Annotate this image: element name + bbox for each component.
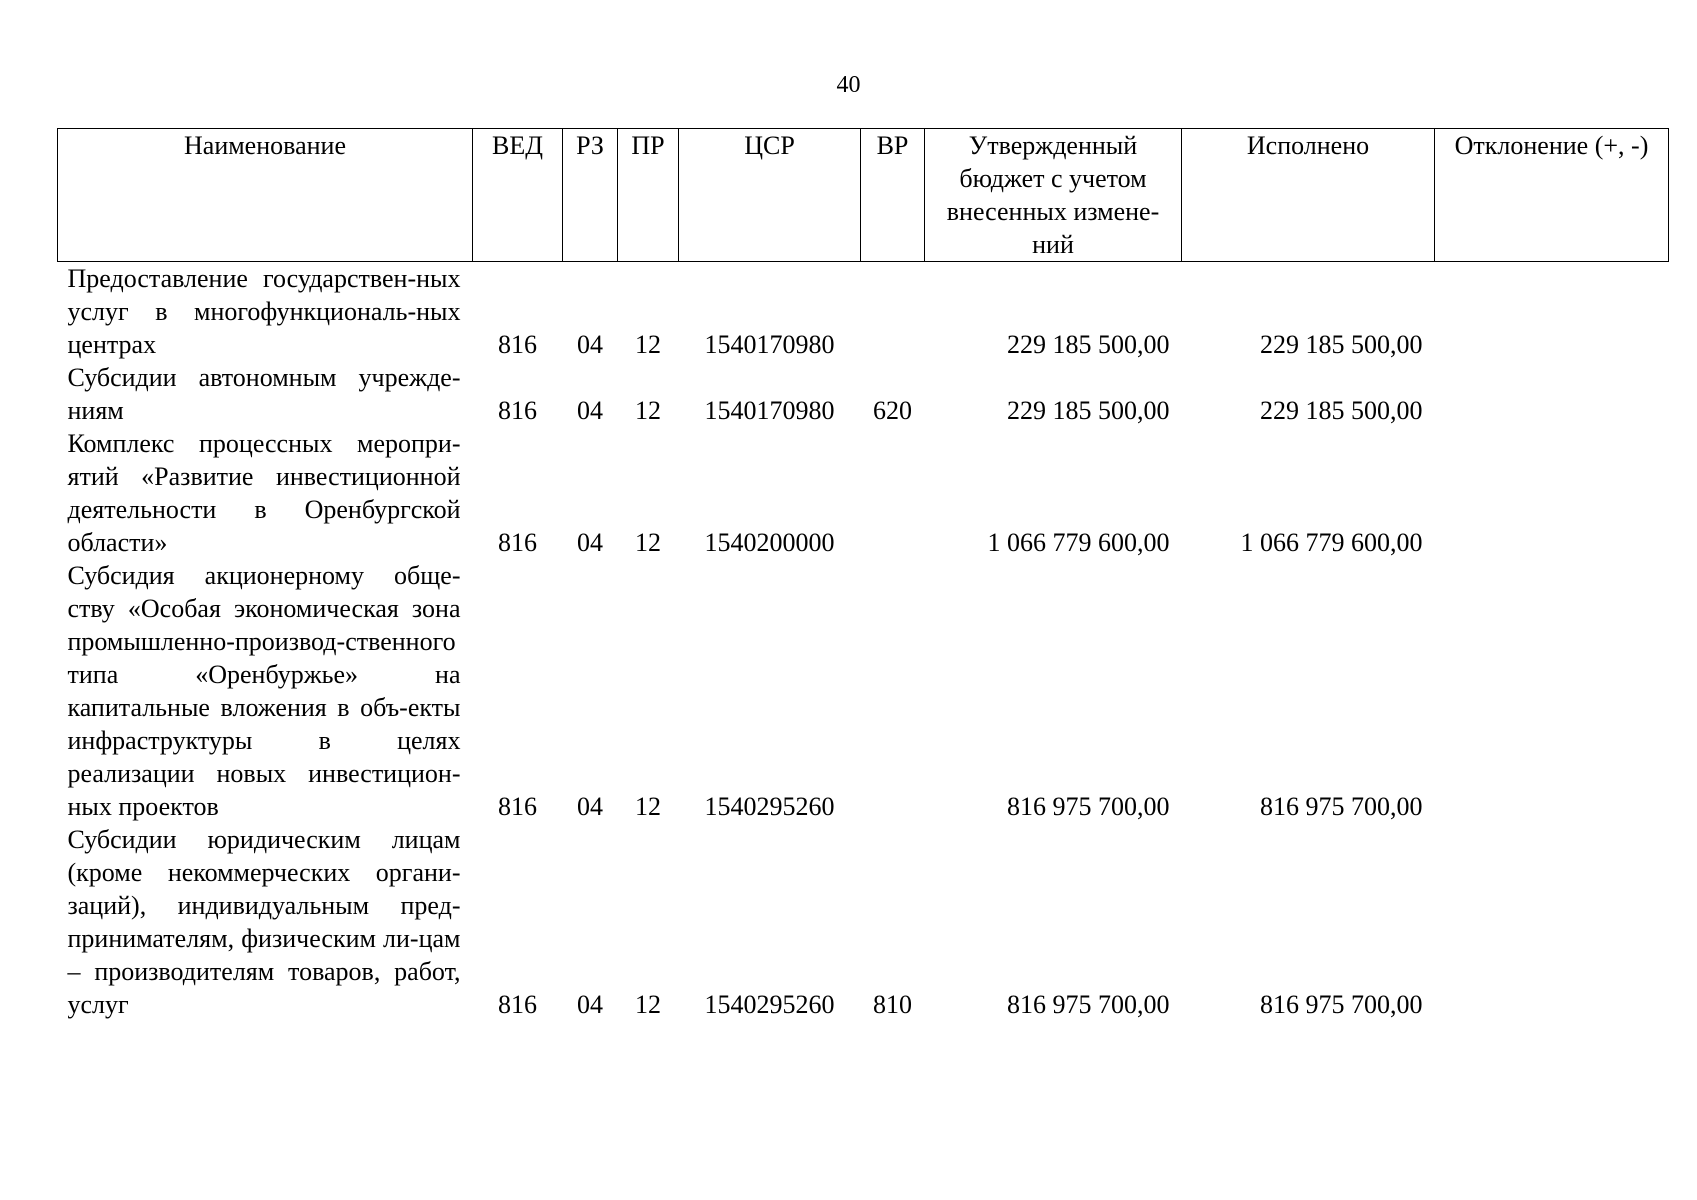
table-row bbox=[58, 361, 1669, 427]
row-rz: 04 bbox=[577, 528, 603, 557]
row-approved: 816 975 700,00 bbox=[1007, 792, 1170, 821]
row-approved: 229 185 500,00 bbox=[1007, 330, 1170, 359]
row-vr: 620 bbox=[873, 396, 912, 425]
row-deviation bbox=[1435, 559, 1669, 823]
row-pr: 12 bbox=[635, 792, 661, 821]
row-ved: 816 bbox=[498, 396, 537, 425]
row-csr: 1540295260 bbox=[704, 792, 835, 821]
row-executed: 229 185 500,00 bbox=[1260, 396, 1423, 425]
row-csr: 1540200000 bbox=[704, 528, 835, 557]
row-vr bbox=[861, 427, 925, 559]
header-approved: Утвержденный бюджет с учетом внесенных измене-ний bbox=[925, 129, 1182, 262]
header-pr: ПР bbox=[618, 129, 679, 262]
row-pr: 12 bbox=[635, 990, 661, 1019]
row-csr: 1540170980 bbox=[704, 330, 835, 359]
row-name: Субсидии автономным учрежде-ниям bbox=[67, 363, 461, 425]
row-approved: 229 185 500,00 bbox=[1007, 396, 1170, 425]
row-executed: 816 975 700,00 bbox=[1260, 990, 1423, 1019]
row-name: Комплекс процессных меропри-ятий «Развитие инвестиционной деятельности в Оренбургской области» bbox=[67, 429, 461, 557]
row-approved: 1 066 779 600,00 bbox=[987, 528, 1170, 557]
table-row bbox=[58, 427, 1669, 559]
row-csr: 1540170980 bbox=[704, 396, 835, 425]
row-pr: 12 bbox=[635, 528, 661, 557]
header-csr: ЦСР bbox=[679, 129, 861, 262]
row-executed: 229 185 500,00 bbox=[1260, 330, 1423, 359]
table-row bbox=[58, 262, 1669, 362]
header-vr: ВР bbox=[861, 129, 925, 262]
row-ved: 816 bbox=[498, 990, 537, 1019]
row-rz: 04 bbox=[577, 396, 603, 425]
row-executed: 1 066 779 600,00 bbox=[1240, 528, 1423, 557]
row-name: Субсидии юридическим лицам (кроме некоммерческих органи-заций), индивидуальным пред-принимателям, физическим ли-цам – производителям товаров, работ, услуг bbox=[67, 825, 461, 1019]
row-deviation bbox=[1435, 427, 1669, 559]
row-rz: 04 bbox=[577, 792, 603, 821]
budget-table bbox=[57, 128, 1669, 1021]
header-rz: РЗ bbox=[563, 129, 618, 262]
row-ved: 816 bbox=[498, 528, 537, 557]
header-executed: Исполнено bbox=[1182, 129, 1435, 262]
row-approved: 816 975 700,00 bbox=[1007, 990, 1170, 1019]
row-deviation bbox=[1435, 823, 1669, 1021]
row-ved: 816 bbox=[498, 330, 537, 359]
row-rz: 04 bbox=[577, 330, 603, 359]
header-name: Наименование bbox=[58, 129, 473, 262]
row-pr: 12 bbox=[635, 330, 661, 359]
row-vr: 810 bbox=[873, 990, 912, 1019]
header-ved: ВЕД bbox=[473, 129, 563, 262]
row-deviation bbox=[1435, 262, 1669, 362]
row-vr bbox=[861, 559, 925, 823]
row-name: Предоставление государствен-ных услуг в многофункциональ-ных центрах bbox=[67, 264, 461, 359]
row-vr bbox=[861, 262, 925, 362]
header-deviation: Отклонение (+, -) bbox=[1435, 129, 1669, 262]
page-number: 40 bbox=[836, 72, 861, 98]
table-row bbox=[58, 559, 1669, 823]
row-executed: 816 975 700,00 bbox=[1260, 792, 1423, 821]
row-ved: 816 bbox=[498, 792, 537, 821]
header-row bbox=[58, 129, 1669, 262]
row-csr: 1540295260 bbox=[704, 990, 835, 1019]
table-row bbox=[58, 823, 1669, 1021]
row-pr: 12 bbox=[635, 396, 661, 425]
row-deviation bbox=[1435, 361, 1669, 427]
row-rz: 04 bbox=[577, 990, 603, 1019]
row-name: Субсидия акционерному обще-ству «Особая экономическая зона промышленно-производ-ственного типа «Оренбуржье» на капитальные вложения в объ-екты инфраструктуры в целях реализации новых инвестицион-ных проектов bbox=[67, 561, 461, 821]
